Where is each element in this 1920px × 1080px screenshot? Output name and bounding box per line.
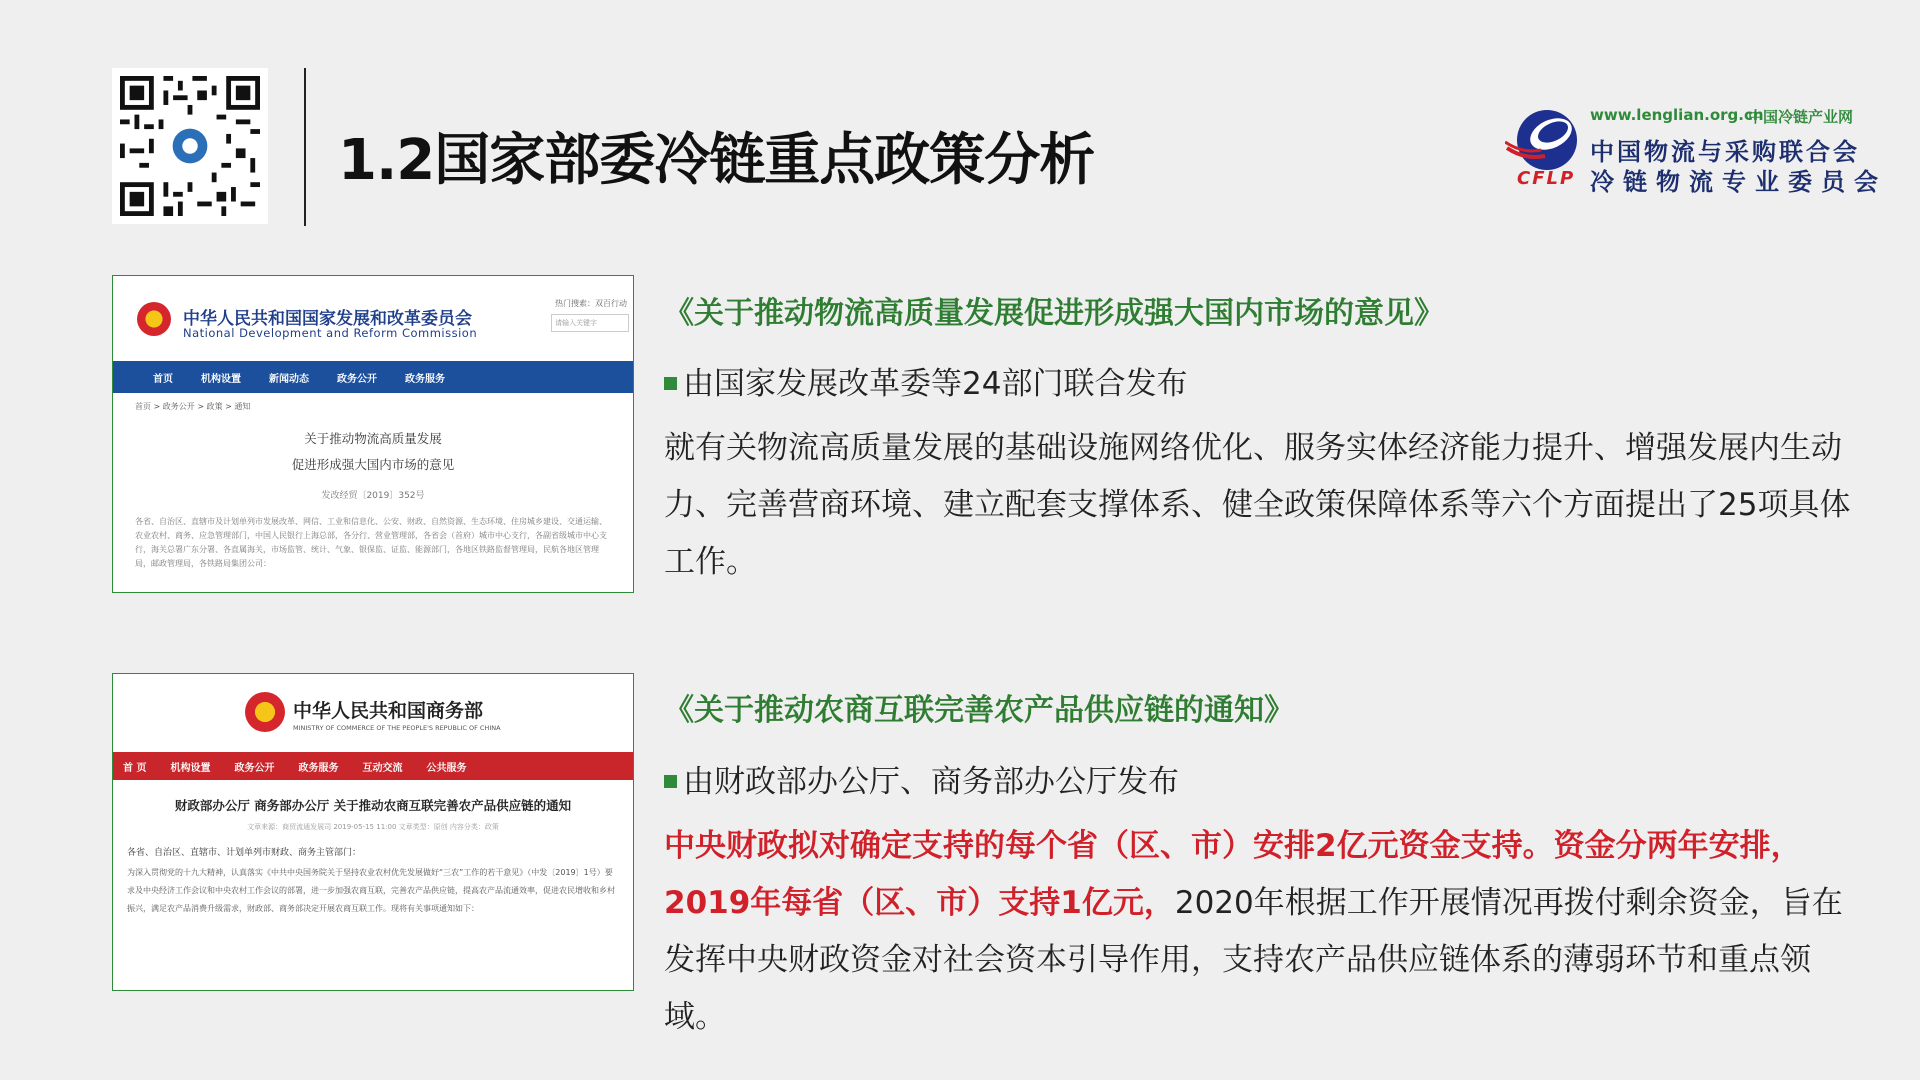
nav-item: 政务公开 [234, 762, 275, 774]
qr-code [112, 68, 268, 224]
nav-item: 公共服务 [426, 762, 467, 774]
nav-item: 首 页 [123, 762, 147, 774]
policy-2-highlight: 中央财政拟对确定支持的每个省（区、市）安排2亿元资金支持。资金分两年安排，2019年每省（区、市）支持1亿元， [664, 828, 1802, 921]
brand-url: www.lenglian.org.cn [1590, 106, 1764, 124]
policy-1-issuer-text: 由国家发展改革委等24部门联合发布 [683, 366, 1188, 402]
nav-item: 政务服务 [405, 373, 445, 385]
nav-item: 首页 [153, 373, 173, 385]
bullet-icon [664, 775, 677, 788]
policy-2-description [664, 818, 1854, 1046]
policy-1-issuer [664, 358, 1187, 403]
doc-title [113, 426, 633, 478]
nav-item: 机构设置 [201, 373, 241, 385]
policy-1-title: 《关于推动物流高质量发展促进形成强大国内市场的意见》 [664, 296, 1444, 331]
doc-greeting: 各省、自治区、直辖市、计划单列市财政、商务主管部门： [127, 848, 362, 858]
doc-body [113, 832, 633, 918]
header-divider [304, 68, 306, 226]
mofcom-screenshot [112, 673, 634, 991]
policy-2-issuer [664, 756, 1179, 801]
mofcom-org-name: 中华人民共和国商务部 [293, 700, 484, 722]
nav-item: 新闻动态 [269, 373, 309, 385]
doc-title-line-1: 关于推动物流高质量发展 [304, 431, 442, 446]
nav-item: 机构设置 [170, 762, 211, 774]
ndrc-org-name: 中华人民共和国国家发展和改革委员会 [183, 309, 472, 329]
ndrc-nav [113, 361, 633, 393]
policy-1-description: 就有关物流高质量发展的基础设施网络优化、服务实体经济能力提升、增强发展内生动力、完善营商环境、建立配套支撑体系、健全政策保障体系等六个方面提出了25项具体工作。 [664, 430, 1851, 580]
search-input: 请输入关键字 [551, 314, 629, 332]
ndrc-header [113, 276, 633, 361]
mofcom-header [113, 674, 633, 752]
hot-search: 热门搜索：双百行动 [555, 299, 627, 308]
doc-number: 发改经贸〔2019〕352号 [321, 491, 425, 501]
page-title: 1.2国家部委冷链重点政策分析 [338, 128, 1095, 193]
nav-item: 政务服务 [298, 762, 339, 774]
qr-code-icon [120, 76, 260, 216]
mofcom-nav [113, 752, 633, 780]
cflp-logo [1505, 104, 1887, 196]
brand-abbr: CFLP [1517, 168, 1576, 189]
bullet-icon [664, 377, 677, 390]
doc-title-line-2: 促进形成强大国内市场的意见 [291, 457, 455, 472]
nav-item: 政务公开 [337, 373, 377, 385]
mofcom-org-name-en: MINISTRY OF COMMERCE OF THE PEOPLE'S REPUBLIC OF CHINA [293, 724, 501, 732]
brand-committee-name: 冷链物流专业委员会 [1590, 168, 1887, 196]
brand-site-name: 中国冷链产业网 [1748, 108, 1854, 126]
ndrc-org-name-en: National Development and Reform Commission [183, 326, 478, 340]
policy-2-issuer-text: 由财政部办公厅、商务部办公厅发布 [683, 764, 1179, 800]
doc-meta: 文章来源：商贸流通发展司 2019-05-15 11:00 文章类型：原创 内容分类：政策 [247, 823, 499, 831]
national-emblem-icon [137, 302, 171, 336]
doc-title: 财政部办公厅 商务部办公厅 关于推动农商互联完善农产品供应链的通知 [174, 798, 572, 813]
brand-org-name: 中国物流与采购联合会 [1590, 138, 1860, 166]
national-emblem-icon [245, 692, 285, 732]
doc-body: 各省、自治区、直辖市及计划单列市发展改革、网信、工业和信息化、公安、财政、自然资源、生态环境、住房城乡建设、交通运输、农业农村、商务、应急管理部门，中国人民银行上海总部，各分行、营业管理部，各省会（首府）城市中心支行，各副省级城市中心支行，海关总署广东分署、各直属海关，市场监管、统计、气象、银保监、证监、能源部门，各地区铁路监督管理局，民航各地区管理局，邮政管理局，各铁路局集团公司： [135, 517, 607, 568]
policy-2-description-text: 2020年根据工作开展情况再拨付剩余资金，旨在发挥中央财政资金对社会资本引导作用，支持农产品供应链体系的薄弱环节和重点领域。 [664, 885, 1843, 1035]
breadcrumb: 首页 > 政务公开 > 政策 > 通知 [135, 402, 251, 411]
policy-2-title: 《关于推动农商互联完善农产品供应链的通知》 [664, 693, 1294, 728]
ndrc-screenshot [112, 275, 634, 593]
doc-paragraph: 为深入贯彻党的十九大精神，认真落实《中共中央国务院关于坚持农业农村优先发展做好“三农”工作的若干意见》（中发〔2019〕1号）要求及中央经济工作会议和中央农村工作会议的部署，进一步加强农商互联，完善农产品供应链，提高农产品流通效率，促进农民增收和乡村振兴，满足农产品消费升级需求，财政部、商务部决定开展农商互联工作。现将有关事项通知如下： [127, 868, 615, 913]
nav-item: 互动交流 [362, 762, 403, 774]
